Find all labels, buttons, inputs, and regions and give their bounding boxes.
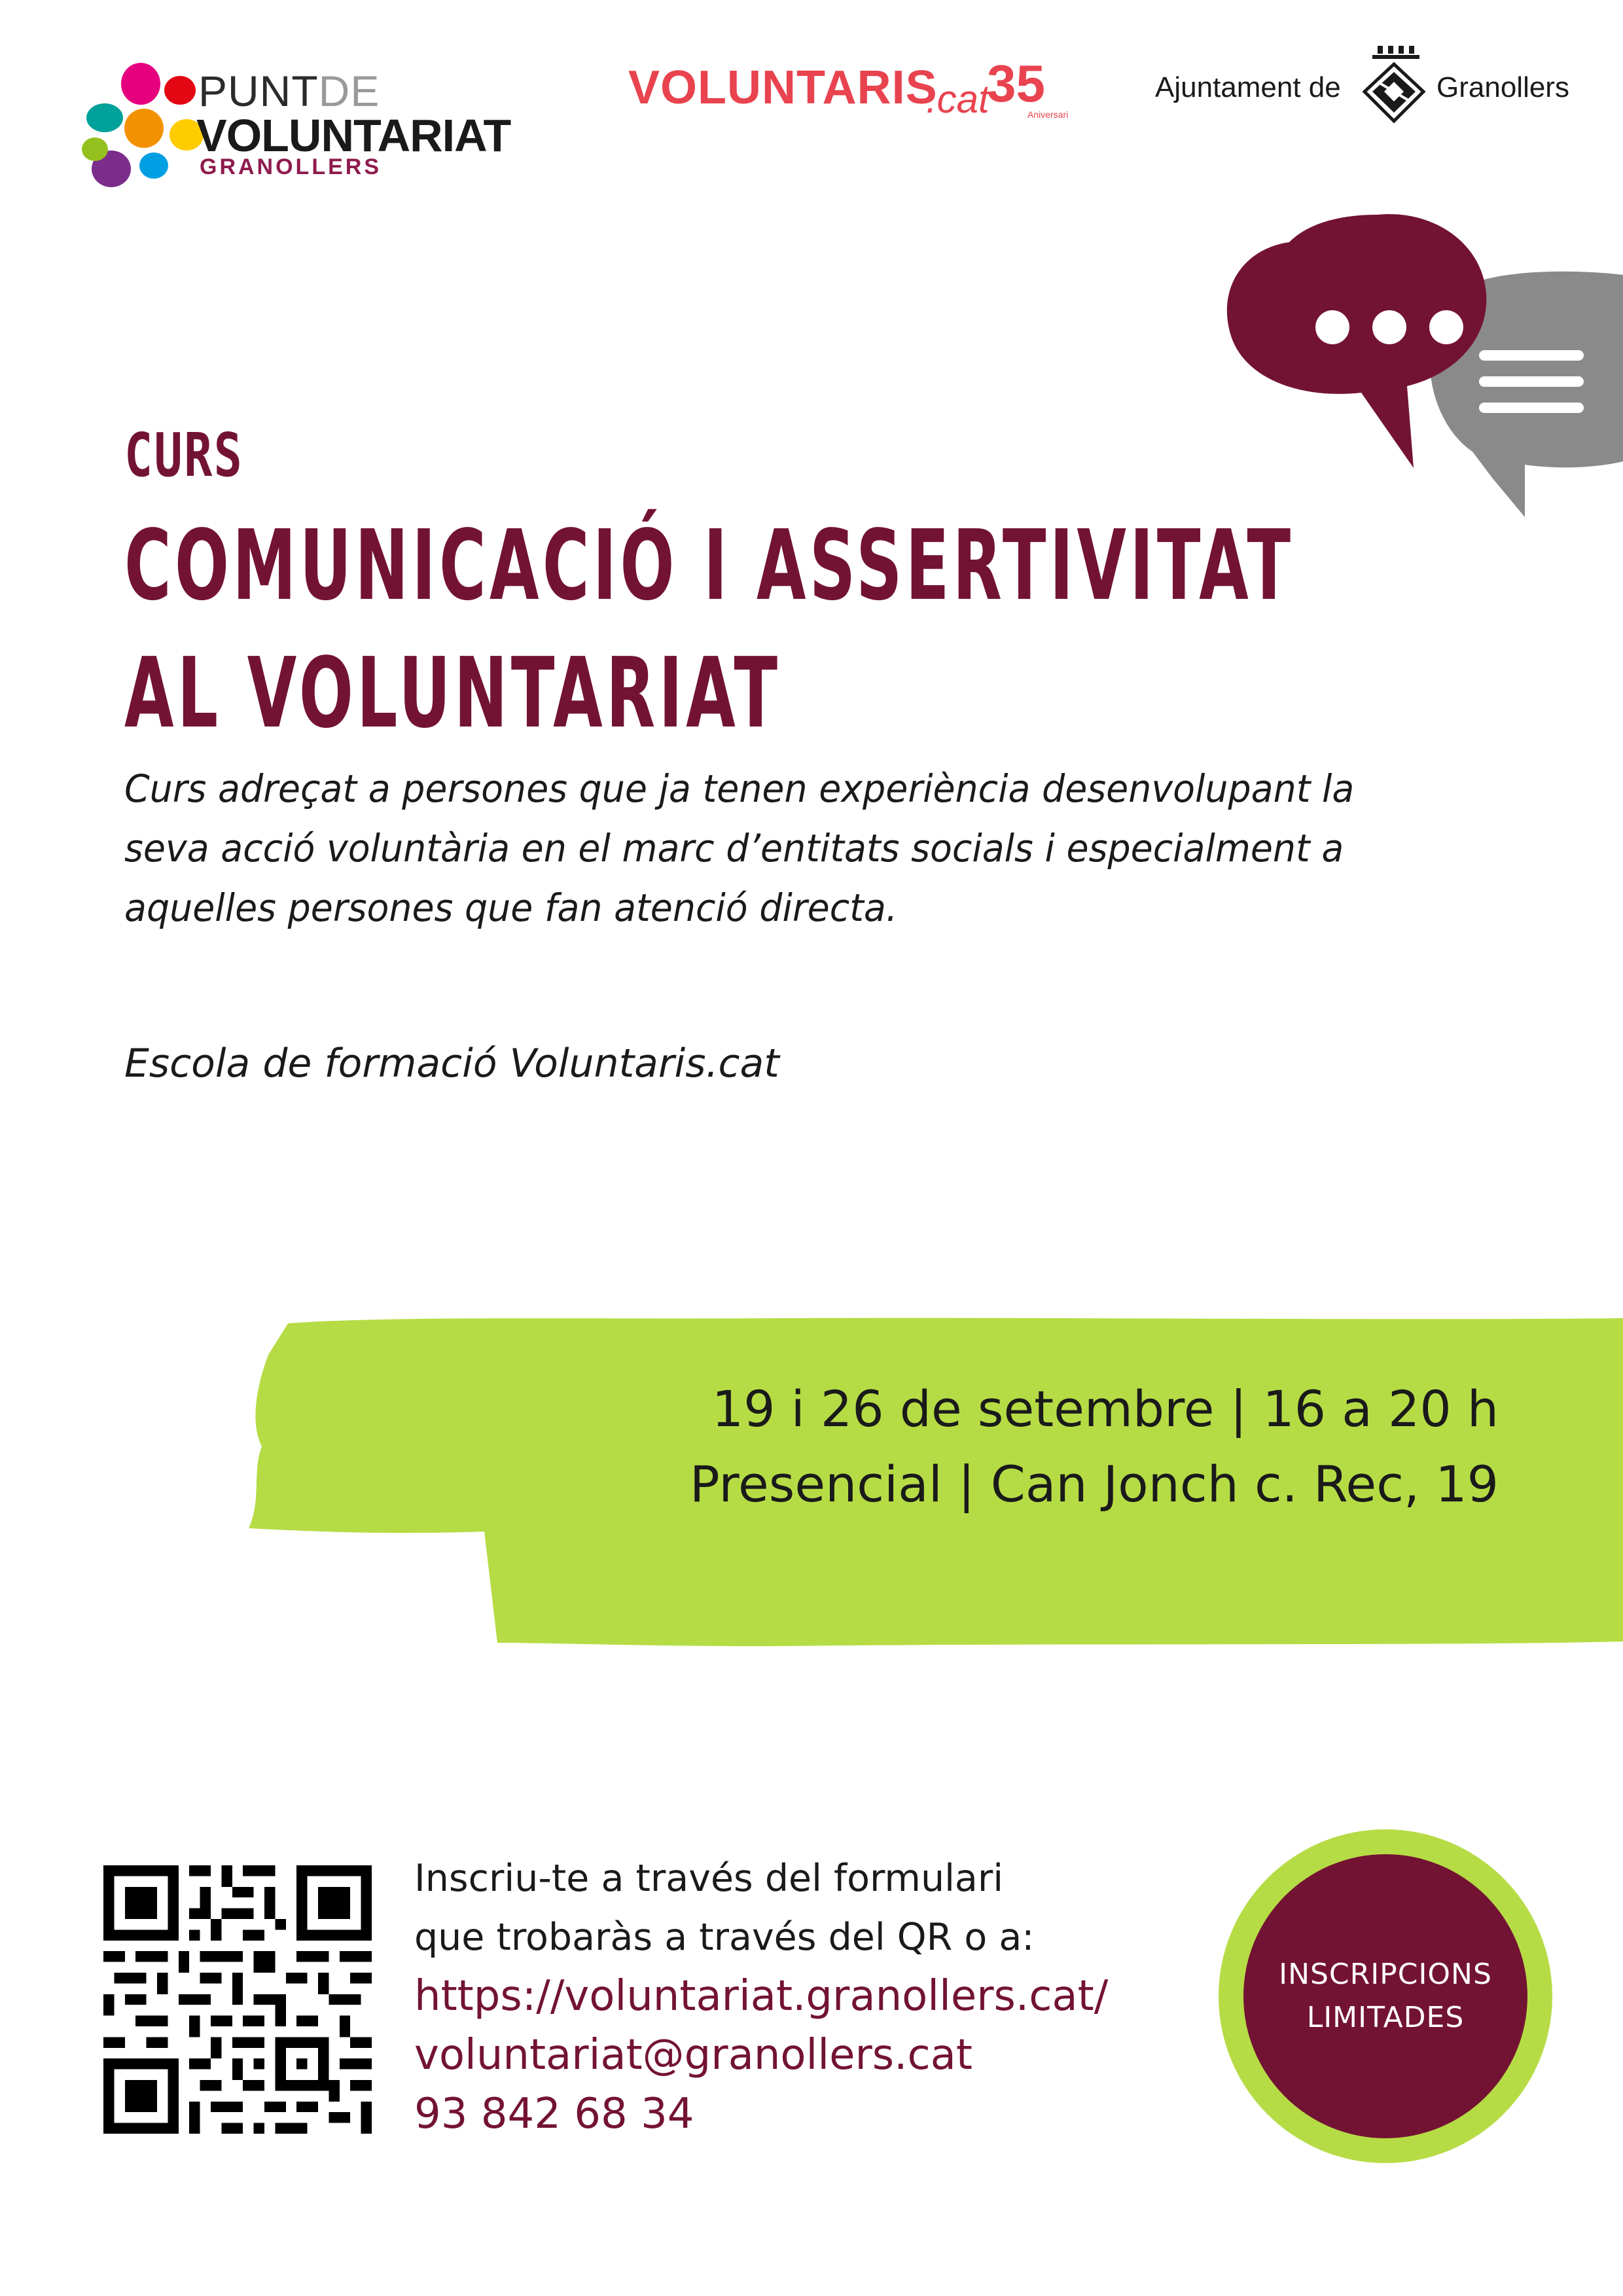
- course-school: Escola de formació Voluntaris.cat: [124, 1041, 779, 1086]
- course-kicker-wrap: [124, 420, 277, 490]
- punt-logo-line3: GRANOLLERS: [200, 154, 382, 179]
- signup-url-link[interactable]: https://voluntariat.granollers.cat/: [414, 1972, 1109, 2020]
- punt-logo-line1: PUNTDE: [198, 67, 380, 115]
- ajuntament-prefix: Ajuntament de: [1155, 71, 1341, 103]
- badge-text: [1219, 1829, 1552, 2163]
- voluntaris-cat-logo: [628, 54, 1069, 130]
- signup-line1: Inscriu-te a través del formulari: [414, 1857, 1004, 1900]
- speech-bubbles-icon: [1217, 203, 1623, 543]
- signup-contact-block: [414, 1849, 1200, 2144]
- badge-line2: LIMITADES: [1306, 2001, 1465, 2034]
- ajuntament-city: Granollers: [1436, 71, 1569, 103]
- badge-line1: INSCRIPCIONS: [1279, 1958, 1492, 1991]
- limited-registrations-badge: [1219, 1829, 1552, 2163]
- punt-logo-line2: VOLUNTARIAT: [196, 110, 511, 161]
- voluntaris-cat-suffix: .cat: [926, 77, 990, 121]
- anniversary-number: 35: [987, 54, 1045, 113]
- signup-phone[interactable]: 93 842 68 34: [414, 2090, 694, 2138]
- course-title-line1: COMUNICACIÓ I ASSERTIVITAT: [124, 509, 1294, 622]
- course-description: Curs adreçat a persones que ja tenen experiència desenvolupant la seva acció voluntària en el marc d’entitats socials i especialment a aquelles persones que fan atenció directa.: [124, 766, 1355, 930]
- course-kicker: CURS: [124, 420, 244, 490]
- qr-code-icon[interactable]: [103, 1865, 372, 2134]
- granollers-crest-icon: [1358, 46, 1430, 128]
- anniversary-note: Aniversari: [1027, 109, 1069, 120]
- course-title-line2: AL VOLUNTARIAT: [124, 637, 781, 749]
- schedule-dates: 19 i 26 de setembre | 16 a 20 h: [711, 1380, 1499, 1438]
- signup-line2: que trobaràs a través del QR o a:: [414, 1916, 1035, 1959]
- ajuntament-granollers-logo: [1155, 46, 1587, 131]
- punt-flower-icon: [75, 58, 213, 195]
- punt-de-voluntariat-logo: [75, 58, 520, 202]
- voluntaris-wordmark: VOLUNTARIS: [628, 62, 938, 114]
- schedule-place: Presencial | Can Jonch c. Rec, 19: [689, 1455, 1499, 1513]
- signup-email-link[interactable]: voluntariat@granollers.cat: [414, 2031, 972, 2079]
